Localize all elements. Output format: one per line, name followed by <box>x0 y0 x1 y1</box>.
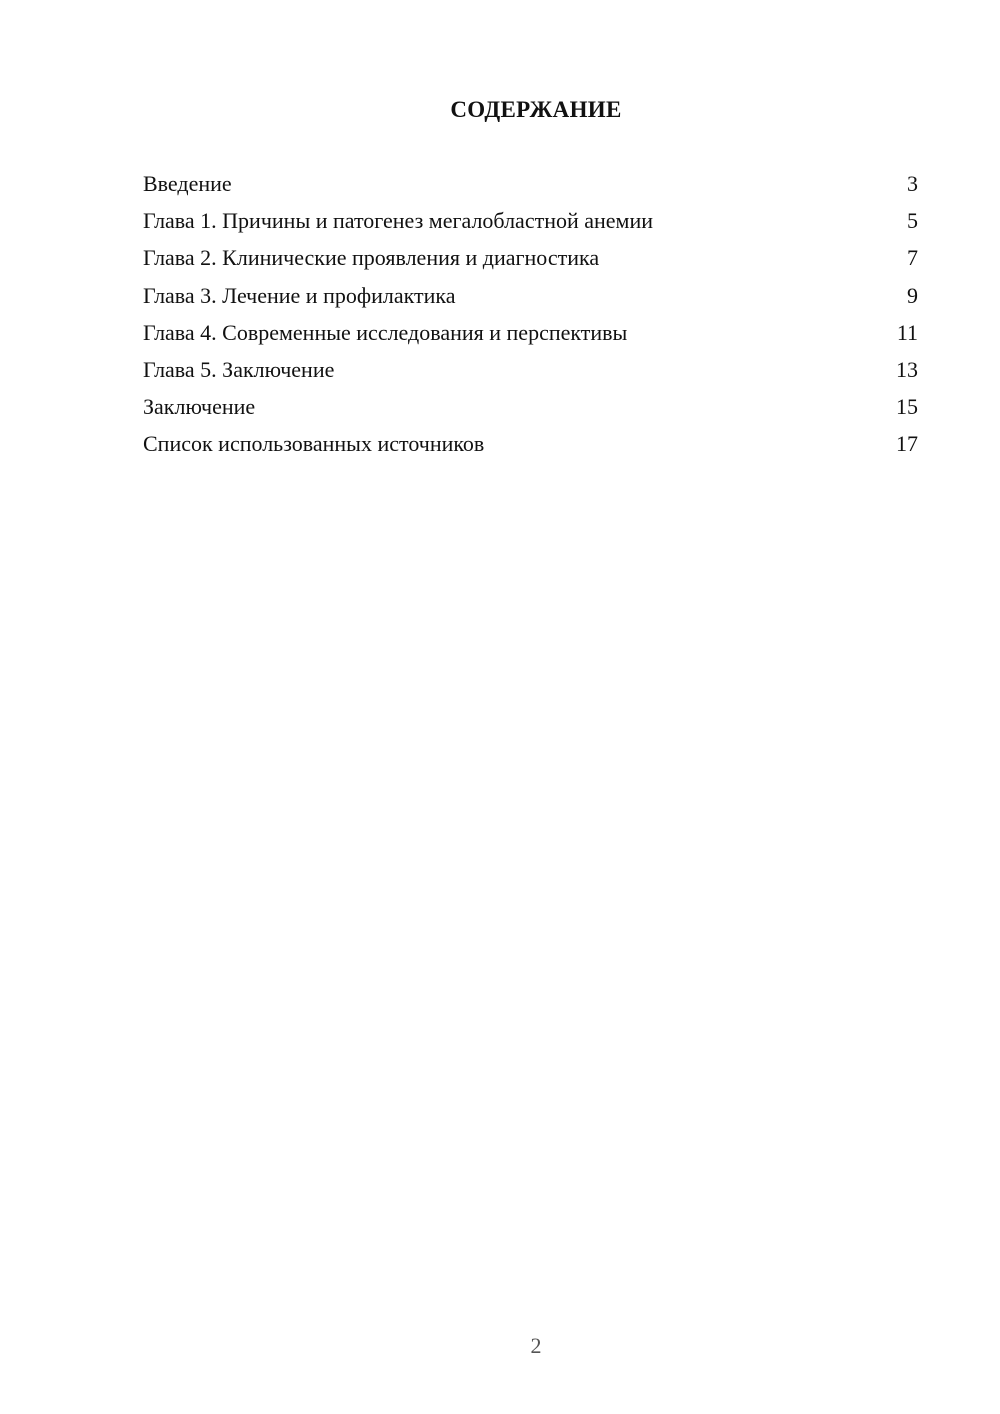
toc-entry-page: 15 <box>896 394 918 420</box>
toc-entry-label: Глава 5. Заключение <box>143 356 335 382</box>
toc-entry-label: Введение <box>143 171 232 196</box>
toc-entry-page: 13 <box>896 356 918 382</box>
toc-entry-label: Глава 4. Современные исследования и перспективы <box>143 319 628 345</box>
toc-entry-references <box>143 428 918 465</box>
toc-entry-label: Глава 2. Клинические проявления и диагностика <box>143 245 600 271</box>
toc-entry-conclusion <box>143 391 918 428</box>
toc-entry-label: Глава 1. Причины и патогенез мегалобластной анемии <box>143 208 654 234</box>
toc-entry-label: Список использованных источников <box>143 431 485 457</box>
toc-entry-label: Глава 3. Лечение и профилактика <box>143 282 456 308</box>
toc-entry-chapter-2 <box>143 242 918 279</box>
toc-entry-chapter-4 <box>143 317 918 354</box>
toc-entry-chapter-5 <box>143 354 918 391</box>
page-number: 2 <box>530 1333 542 1358</box>
toc-entry-page: 3 <box>907 171 918 196</box>
toc-entry-page: 7 <box>907 245 918 271</box>
toc-entry-chapter-3 <box>143 280 918 317</box>
table-of-contents <box>143 168 918 466</box>
toc-entry-page: 5 <box>907 208 918 234</box>
toc-entry-page: 17 <box>896 431 918 457</box>
page-title: СОДЕРЖАНИЕ <box>450 97 622 122</box>
toc-entry-label: Заключение <box>143 394 256 420</box>
toc-entry-page: 9 <box>907 282 918 308</box>
toc-entry-page: 11 <box>896 319 918 345</box>
toc-entry-chapter-1 <box>143 205 918 242</box>
toc-entry-introduction <box>143 168 918 205</box>
